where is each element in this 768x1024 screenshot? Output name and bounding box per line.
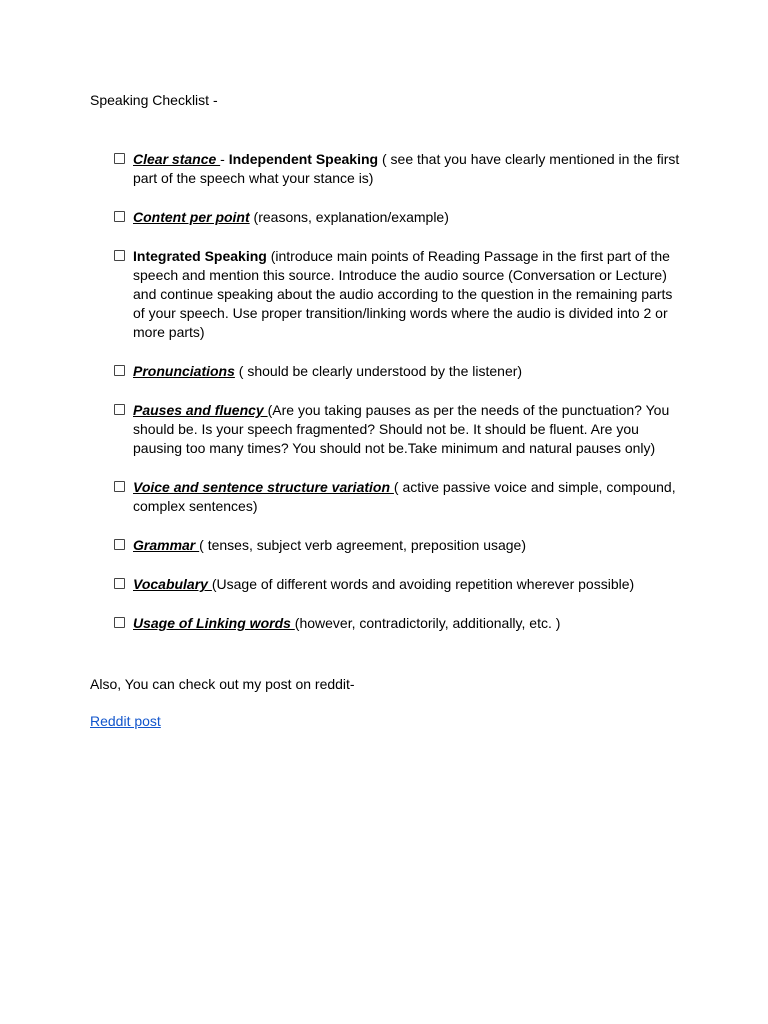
- checkbox[interactable]: [114, 578, 125, 589]
- checklist-item-text: [133, 362, 684, 381]
- checklist-item-text: [133, 575, 684, 594]
- checklist-description: ( active passive voice and simple, compound, complex sentences): [133, 479, 676, 514]
- checklist-item: [114, 575, 684, 594]
- checklist-item-text: [133, 208, 684, 227]
- checklist-item-text: [133, 614, 684, 633]
- checkbox[interactable]: [114, 481, 125, 492]
- checklist-category: Integrated Speaking: [133, 248, 267, 264]
- page-title: Speaking Checklist -: [90, 92, 218, 108]
- checklist-item-text: [133, 401, 684, 458]
- reddit-note: Also, You can check out my post on reddit-: [90, 676, 355, 692]
- checklist-description: ( should be clearly understood by the listener): [234, 363, 523, 379]
- checklist-description: (Are you taking pauses as per the needs of the punctuation? You should be. Is your speech fragmented? Should not be. It should be fluent. Are you pausing too many times? You should not be.Take minimum and natural pauses only): [133, 402, 670, 456]
- checkbox[interactable]: [114, 365, 125, 376]
- checklist-item: [114, 362, 684, 381]
- checklist-item: [114, 536, 684, 555]
- checklist-description: (however, contradictorily, additionally, etc. ): [294, 615, 561, 631]
- checklist-item-text: [133, 150, 684, 188]
- checklist-term: Vocabulary: [133, 576, 212, 592]
- checkbox[interactable]: [114, 211, 125, 222]
- checklist-term: Pauses and fluency: [133, 402, 268, 418]
- checklist-term: Voice and sentence structure variation: [133, 479, 394, 495]
- checkbox[interactable]: [114, 250, 125, 261]
- checklist-item: [114, 478, 684, 516]
- checklist-separator: -: [220, 151, 229, 167]
- checklist-description: (reasons, explanation/example): [249, 209, 449, 225]
- checklist-term: Clear stance: [133, 151, 221, 167]
- checklist-description: ( tenses, subject verb agreement, preposition usage): [199, 537, 527, 553]
- checklist-term: Usage of Linking words: [133, 615, 295, 631]
- checklist-item-text: [133, 247, 684, 342]
- checklist-item-text: [133, 536, 684, 555]
- checklist-term: Pronunciations: [133, 363, 235, 379]
- checklist-description: ( see that you have clearly mentioned in the first part of the speech what your stance is): [133, 151, 680, 186]
- checklist-term: Grammar: [133, 537, 200, 553]
- checkbox[interactable]: [114, 617, 125, 628]
- checklist-item: [114, 150, 684, 188]
- checklist-item-text: [133, 478, 684, 516]
- reddit-post-link[interactable]: Reddit post: [90, 713, 161, 729]
- checkbox[interactable]: [114, 153, 125, 164]
- checkbox[interactable]: [114, 539, 125, 550]
- checklist-item: [114, 208, 684, 227]
- checklist-item: [114, 401, 684, 458]
- checklist-description: (Usage of different words and avoiding repetition wherever possible): [211, 576, 635, 592]
- checklist-term: Content per point: [133, 209, 250, 225]
- checkbox[interactable]: [114, 404, 125, 415]
- checklist-item: [114, 614, 684, 633]
- checklist-category: Independent Speaking: [228, 151, 379, 167]
- speaking-checklist: [114, 150, 684, 633]
- checklist-item: [114, 247, 684, 342]
- checklist-description: (introduce main points of Reading Passage in the first part of the speech and mention this source. Introduce the audio source (Conversation or Lecture) and continue speaking about the audio according to the question in the remaining parts of your speech. Use proper transition/linking words where the audio is divided into 2 or more parts): [133, 248, 673, 340]
